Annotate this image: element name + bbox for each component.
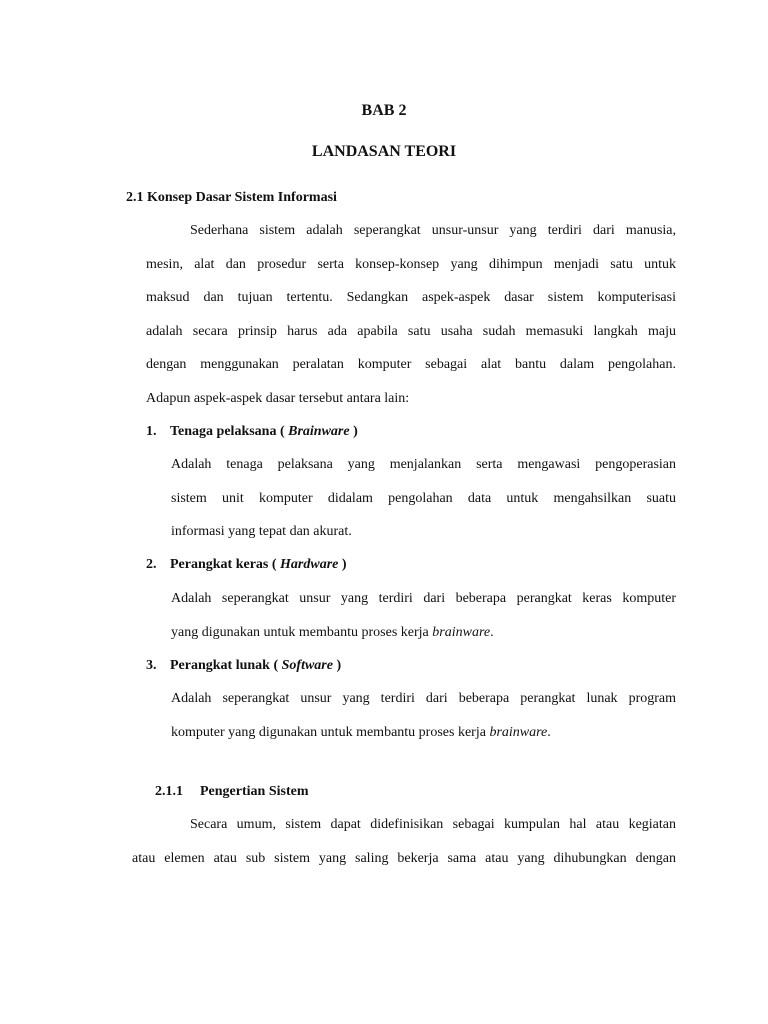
list-item-title-italic: Software	[281, 658, 333, 673]
subsection-paragraph	[132, 808, 676, 875]
list-item-number: 3.	[146, 658, 157, 673]
section-heading: 2.1 Konsep Dasar Sistem Informasi	[126, 190, 337, 205]
subsection-line: Secara umum, sistem dapat didefinisikan sebagai kumpulan hal atau kegiatan	[190, 817, 676, 832]
list-item-line: komputer yang digunakan untuk membantu proses kerja brainware.	[171, 724, 551, 740]
list-item-line: informasi yang tepat dan akurat.	[171, 524, 352, 539]
intro-line: Sederhana sistem adalah seperangkat unsur-unsur yang terdiri dari manusia,	[190, 223, 676, 238]
list-item-heading	[146, 557, 347, 573]
subsection-title: Pengertian Sistem	[200, 784, 309, 799]
intro-line: dengan menggunakan peralatan komputer sebagai alat bantu dalam pengolahan.	[146, 357, 676, 372]
list-item-line: Adalah seperangkat unsur yang terdiri dari beberapa perangkat lunak program	[171, 691, 676, 706]
list-item-title: Perangkat lunak (	[170, 658, 282, 673]
intro-paragraph	[146, 214, 676, 415]
list-item-title-end: )	[338, 557, 347, 572]
list-item-number: 2.	[146, 557, 157, 572]
subsection-heading	[155, 784, 308, 800]
subsection-line: atau elemen atau sub sistem yang saling bekerja sama atau yang dihubungkan dengan	[132, 850, 676, 866]
list-item-title-end: )	[332, 658, 342, 673]
list-item-title-italic: Hardware	[280, 557, 339, 572]
list-item-body	[171, 582, 676, 649]
intro-line: adalah secara prinsip harus ada apabila satu usaha sudah memasuki langkah maju	[146, 323, 676, 339]
intro-line: maksud dan tujuan tertentu. Sedangkan aspek-aspek dasar sistem komputerisasi	[146, 290, 676, 305]
chapter-title: LANDASAN TEORI	[311, 143, 457, 160]
list-item-heading	[146, 424, 358, 440]
intro-line: Adapun aspek-aspek dasar tersebut antara lain:	[146, 390, 410, 406]
list-item-title: Perangkat keras (	[170, 557, 281, 572]
list-item-body	[171, 448, 676, 549]
list-item-title-italic: Brainware	[288, 424, 350, 439]
list-item-title-end: )	[349, 424, 358, 439]
list-item-title: Tenaga pelaksana (	[170, 424, 289, 439]
list-item-heading	[146, 658, 341, 674]
list-item-number: 1.	[146, 424, 157, 439]
list-item-line: yang digunakan untuk membantu proses kerja brainware.	[171, 624, 494, 640]
chapter-number: BAB 2	[361, 102, 407, 119]
subsection-number: 2.1.1	[155, 784, 183, 799]
list-item-line: sistem unit komputer didalam pengolahan data untuk mengahsilkan suatu	[171, 490, 676, 506]
italic-term: brainware	[489, 724, 548, 740]
intro-line: mesin, alat dan prosedur serta konsep-konsep yang dihimpun menjadi satu untuk	[146, 256, 676, 272]
list-item-line: Adalah tenaga pelaksana yang menjalankan serta mengawasi pengoperasian	[171, 457, 676, 472]
list-item-body	[171, 682, 676, 749]
italic-term: brainware	[432, 624, 491, 640]
list-item-line: Adalah seperangkat unsur yang terdiri dari beberapa perangkat keras komputer	[171, 591, 676, 606]
